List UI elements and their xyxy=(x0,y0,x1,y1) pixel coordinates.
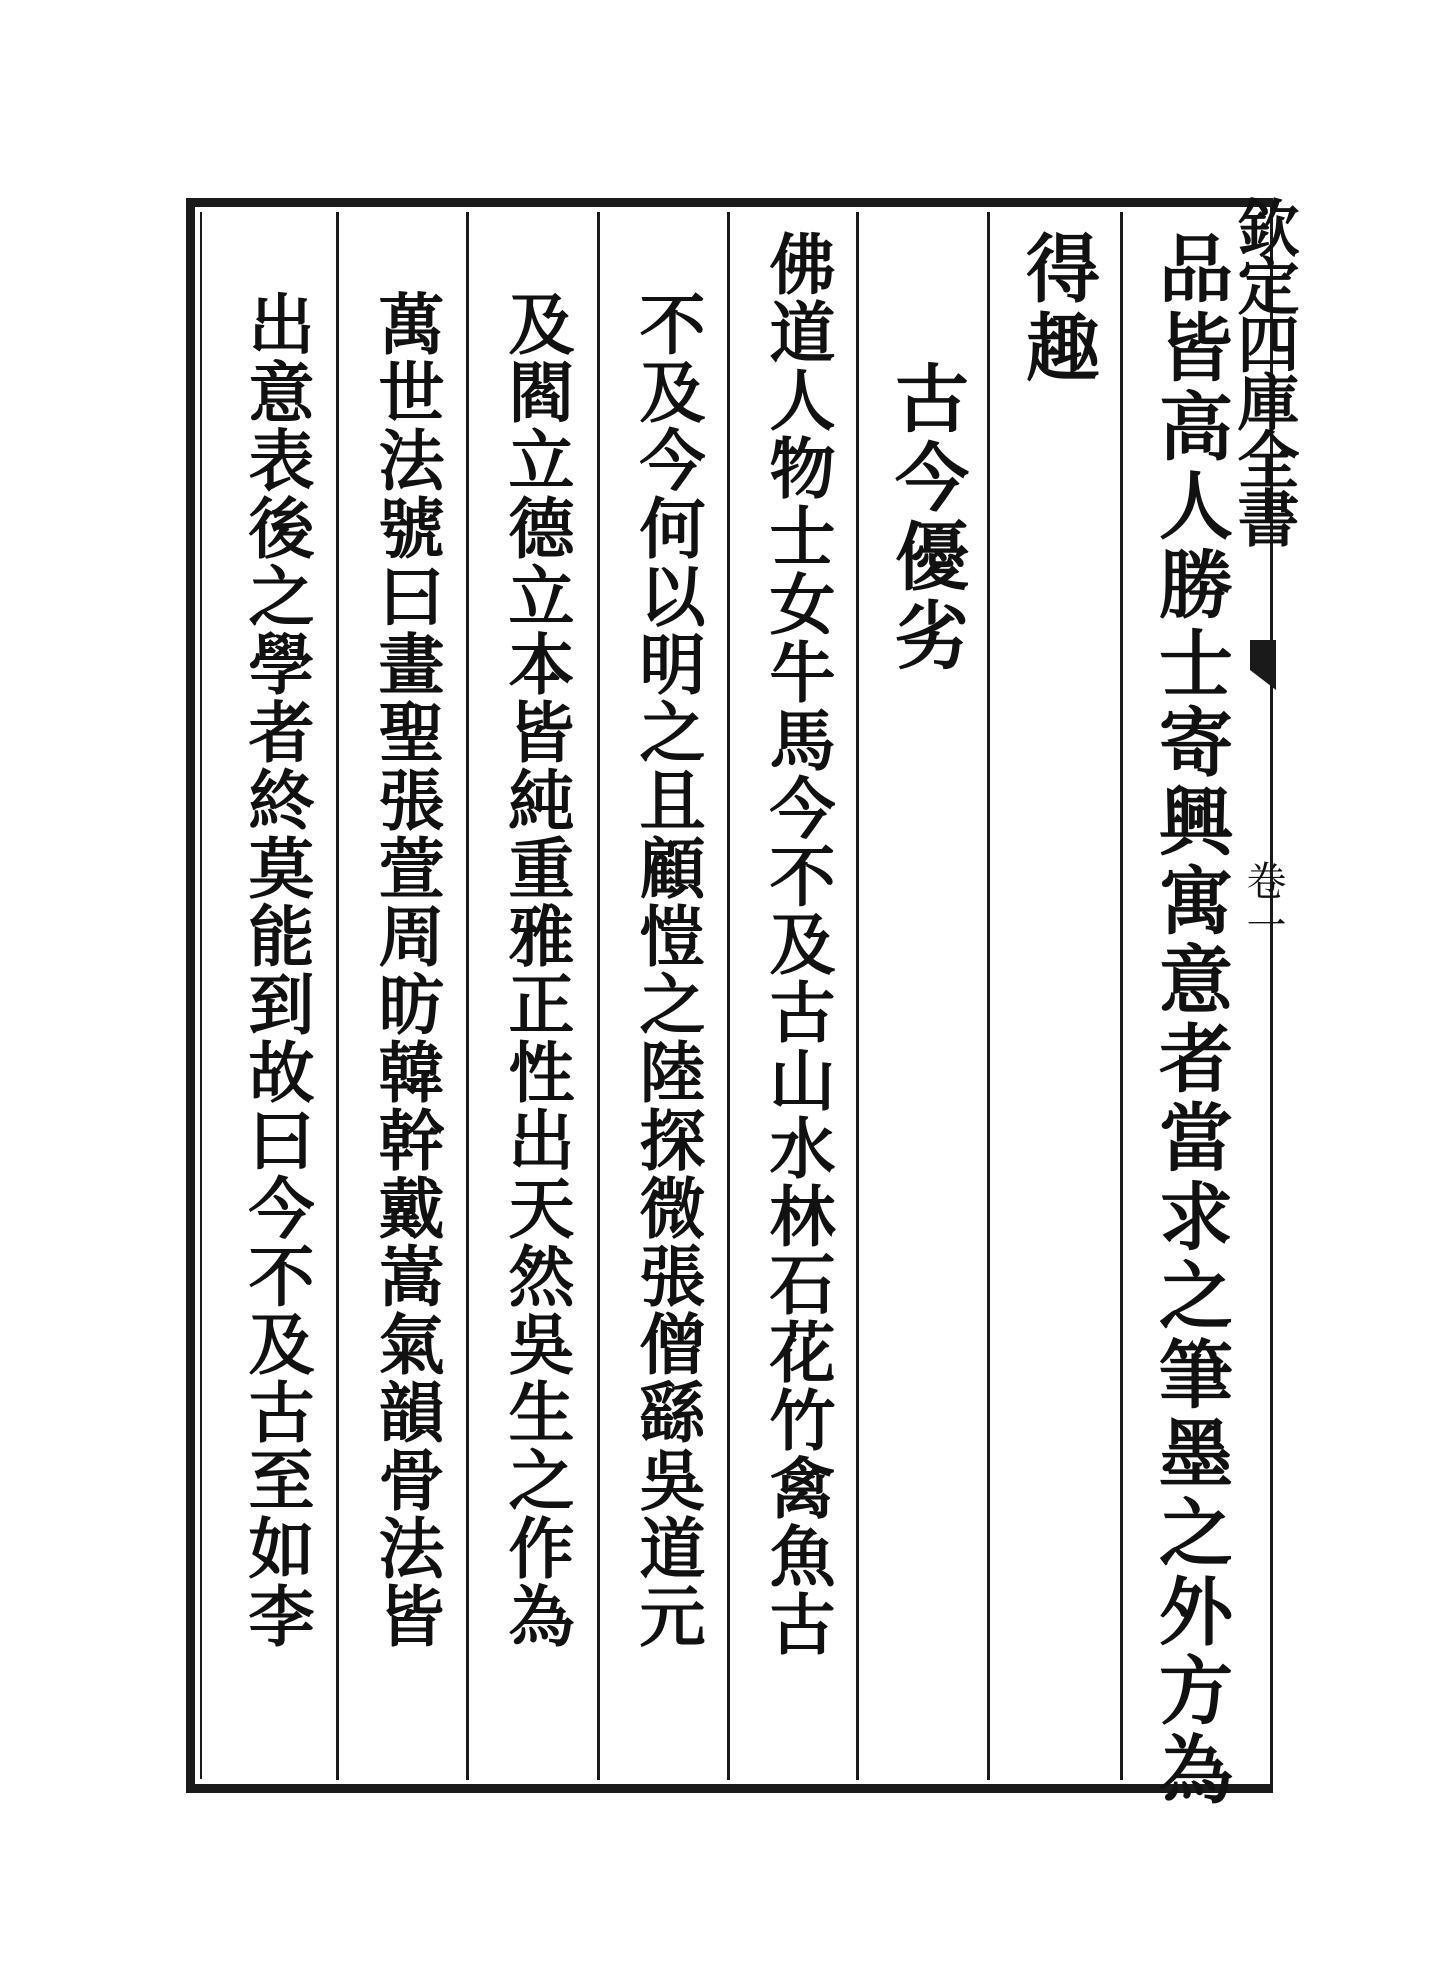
column-rule xyxy=(1120,212,1123,1780)
margin-volume-label: 卷一 xyxy=(1240,860,1286,948)
text-column-4: 佛道人物士女牛馬今不及古山水林石花竹禽魚古 xyxy=(758,230,836,1658)
column-rule xyxy=(336,212,339,1780)
column-rule xyxy=(466,212,469,1780)
column-rule xyxy=(727,212,730,1780)
text-column-3-heading: 古今優劣 xyxy=(883,360,969,676)
text-column-2: 得趣 xyxy=(1014,230,1100,388)
column-rule xyxy=(597,212,600,1780)
margin-book-title: 欽定四庫全書 xyxy=(1227,196,1300,544)
text-column-8: 出意表後之學者終莫能到故曰今不及古至如李 xyxy=(237,290,315,1650)
column-rule xyxy=(987,212,990,1780)
text-column-5: 不及今何以明之且顧愷之陸探微張僧繇吳道元 xyxy=(628,290,706,1650)
text-column-6: 及閻立德立本皆純重雅正性出天然吳生之作為 xyxy=(497,290,575,1650)
text-column-7: 萬世法號曰畫聖張萱周昉韓幹戴嵩氣韻骨法皆 xyxy=(367,290,445,1650)
text-column-1: 品皆高人勝士寄興寓意者當求之筆墨之外方為 xyxy=(1147,230,1233,1810)
